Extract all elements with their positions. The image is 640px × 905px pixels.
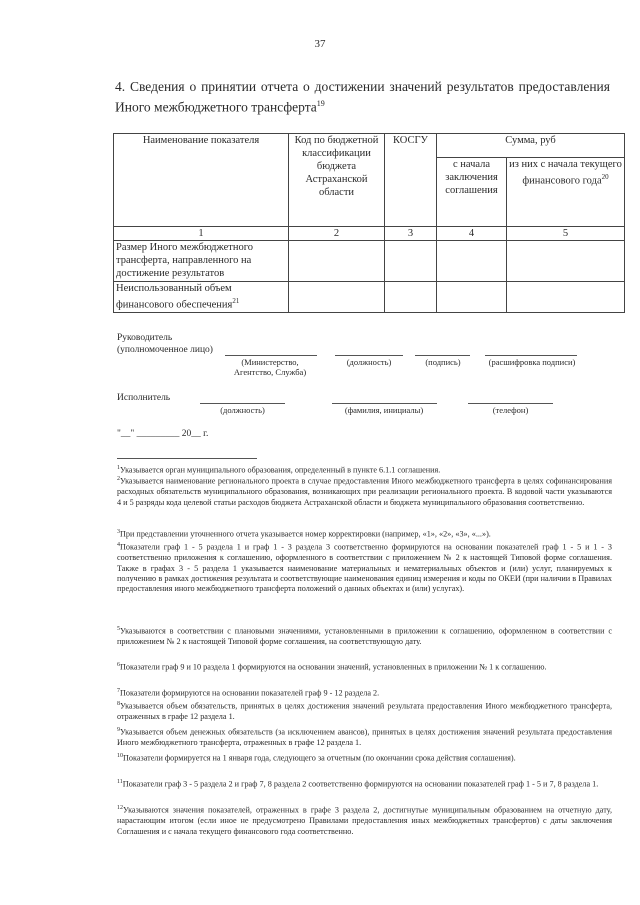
footnote-text: Указывается объем обязательств, принятых в целях достижения значений результата предоставления Иного межбюджетного трансферта, отраженных в графе 12 раздела 1. (117, 701, 612, 722)
col-number: 3 (385, 227, 437, 241)
row-label-text: Неиспользованный объем финансового обеспечения (116, 283, 233, 311)
footnote (117, 725, 612, 749)
section-heading-text: 4. Сведения о принятии отчета о достижении значений результатов предоставления Иного межбюджетного трансферта (115, 79, 610, 115)
caption-executor-phone: (телефон) (492, 405, 529, 415)
footnote (117, 474, 612, 508)
footnote-text: Указывается орган муниципального образования, определенный в пункте 6.1.1 соглашения. (120, 465, 441, 475)
footnote-number: 5 (117, 626, 120, 632)
table-cell (289, 282, 385, 313)
footnote-text: Показатели формируется на 1 января года, следующего за отчетным (по окончании срока действия соглашения). (123, 753, 516, 763)
col-number: 1 (114, 227, 289, 241)
footnote-separator (117, 458, 257, 459)
section-heading (115, 78, 610, 116)
footnote-number: 8 (117, 701, 120, 707)
table-cell (289, 241, 385, 282)
footnote-text: Показатели формируются на основании показателей граф 9 - 12 раздела 2. (120, 688, 380, 698)
footnote-number: 2 (117, 476, 120, 482)
row-footnote-ref: 21 (232, 297, 240, 305)
signature-line (415, 355, 470, 356)
col-number: 5 (507, 227, 625, 241)
signature-line (332, 403, 437, 404)
row-label (114, 241, 289, 282)
table-cell (507, 241, 625, 282)
head-label: Руководитель (117, 333, 173, 343)
footnote-number: 7 (117, 688, 120, 694)
footnote-number: 11 (117, 779, 123, 785)
head-label-sub: (уполномоченное лицо) (117, 345, 213, 355)
footnote-text: Указывается наименование регионального проекта в случае предоставления Иного межбюджетного трансферта в целях софинансирования расходных обязательств муниципального образования, возникающих при реализации регионального проекта. В кодовой части указываются 4 и 5 разряды кода целевой статьи расходов бюджета Астраханской области и бюджета муниципального образования соответственно. (117, 476, 612, 507)
signature-line (225, 355, 317, 356)
caption-position: (должность) (346, 357, 392, 367)
footnote-text: Показатели граф 1 - 5 раздела 1 и граф 1 - 3 раздела 3 соответственно формируются на основании показателей граф 1 - 5 и 1 - 3 соответственно приложения к соглашению, оформленного в соответствии с приложением № 2 к настоящей Типовой форме соглашения. Также в графах 3 - 5 раздела 1 указывается наименование материальных и нематериальных объектов и (или) услуг, планируемых к получению в рамках достижения результата и соответствующие наименования единиц измерения и коды по ОКЕИ (при наличии в Правилах предоставления иного межбюджетного трансферта положений о данных объектах и (или) услугах). (117, 542, 612, 594)
header-current-year-text: из них с начала текущего финансового года (509, 159, 622, 187)
date-line: "__" _________ 20__ г. (117, 429, 209, 439)
page-number: 37 (314, 38, 326, 50)
header-kosgu: КОСГУ (385, 134, 437, 227)
table-row (114, 241, 625, 282)
table-cell (385, 241, 437, 282)
signature-line (335, 355, 403, 356)
footnote-number: 6 (117, 662, 120, 668)
footnote (117, 699, 612, 723)
table-row (114, 282, 625, 313)
table-cell (437, 241, 507, 282)
footnote (117, 777, 612, 790)
caption-executor-name: (фамилия, инициалы) (344, 405, 424, 415)
table-header-row (114, 134, 625, 158)
footnote (117, 624, 612, 648)
footnote-text: Указываются значения показателей, отраженных в графе 3 раздела 2, достигнутые муниципальным образованием на отчетную дату, нарастающим итогом (если иное не предусмотрено Правилами предоставления иных межбюджетных трансфертов) с даты заключения Соглашения и с начала текущего финансового года соответственно. (117, 805, 612, 836)
footnote (117, 803, 612, 837)
caption-signature-decoding: (расшифровка подписи) (488, 357, 576, 367)
caption-signature: (подпись) (425, 357, 461, 367)
col-number: 2 (289, 227, 385, 241)
footnote-number: 10 (117, 753, 123, 759)
signature-line (468, 403, 553, 404)
signature-line (200, 403, 285, 404)
executor-label: Исполнитель (117, 393, 171, 403)
caption-ministry: (Министерство, Агентство, Служба) (233, 357, 307, 377)
footnote-text: Указывается объем денежных обязательств (за исключением авансов), принятых в целях достижения значений результата предоставления Иного межбюджетного трансферта, отраженных в графе 12 раздела 1. (117, 727, 612, 748)
footnote-text: Указываются в соответствии с плановыми значениями, установленными в приложении к соглашению, оформленном в соответствии с приложением № 2 к настоящей Типовой форме соглашения, на соответствующую дату. (117, 626, 612, 647)
footnote-text: Показатели граф 9 и 10 раздела 1 формируются на основании значений, установленных в приложении № 1 к соглашению. (120, 662, 547, 672)
header-code: Код по бюджетной классификации бюджета Астраханской области (289, 134, 385, 227)
header-sum: Сумма, руб (437, 134, 625, 158)
header-footnote-ref: 20 (601, 173, 609, 182)
footnote-number: 9 (117, 727, 120, 733)
footnote-number: 12 (117, 805, 123, 811)
footnote (117, 527, 612, 540)
row-label (114, 282, 289, 313)
footnote-number: 3 (117, 529, 120, 535)
table-cell (437, 282, 507, 313)
header-from-start: с начала заключения соглашения (437, 158, 507, 227)
footnote-number: 1 (117, 465, 120, 471)
row-label-text: Размер Иного межбюджетного трансферта, направленного на достижение результатов (116, 242, 253, 279)
footnote (117, 686, 612, 699)
header-current-year (507, 158, 625, 227)
caption-executor-position: (должность) (220, 405, 265, 415)
table-cell (385, 282, 437, 313)
footnote (117, 540, 612, 595)
column-number-row (114, 227, 625, 241)
signature-line (485, 355, 577, 356)
footnote-text: При представлении уточненного отчета указывается номер корректировки (например, «1», «2», «3», «...»). (120, 529, 491, 539)
col-number: 4 (437, 227, 507, 241)
footnote-text: Показатели граф 3 - 5 раздела 2 и граф 7, 8 раздела 2 соответственно формируются на основании показателей граф 1 - 5 и 7, 8 раздела 1. (122, 779, 599, 789)
report-table (113, 133, 625, 313)
table-cell (507, 282, 625, 313)
heading-footnote-ref: 19 (316, 99, 325, 108)
header-name: Наименование показателя (114, 134, 289, 227)
footnote (117, 751, 612, 764)
footnote-number: 4 (117, 542, 120, 548)
footnote (117, 660, 612, 673)
